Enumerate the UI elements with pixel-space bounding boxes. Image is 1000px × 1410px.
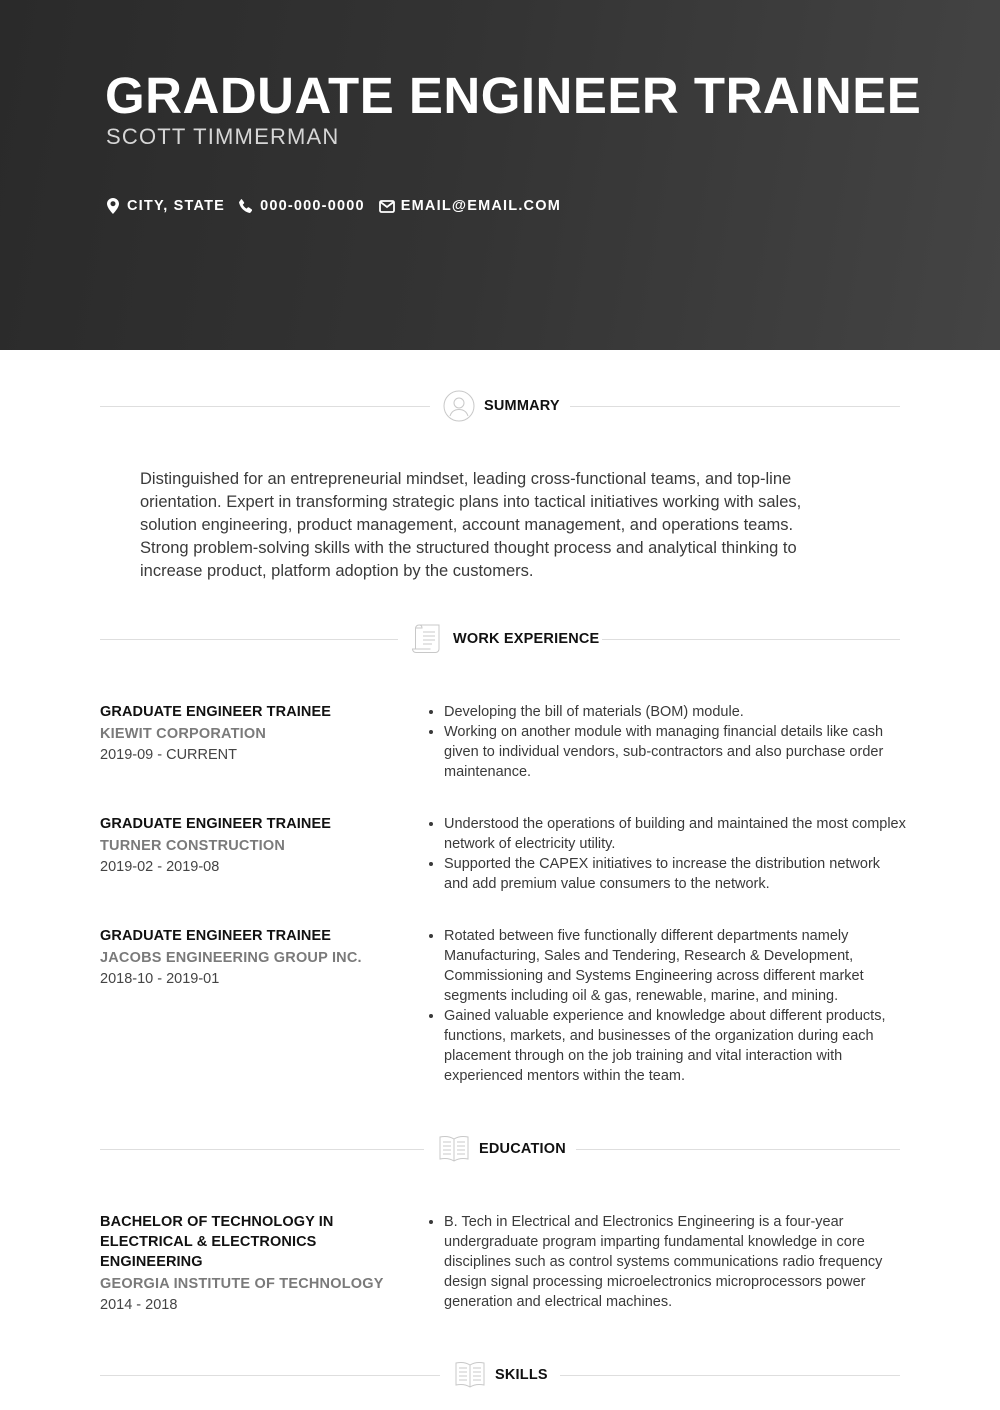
bullet-item: • Rotated between five functionally different departments namely Manufacturing, Sales and Tendering, Research & Development, Commissioning and Systems Engineering across different market segments including oil & gas, renewable, marine, and mining. <box>444 926 908 1006</box>
phone-text: 000-000-0000 <box>260 198 365 214</box>
bullet-item: • Developing the bill of materials (BOM) module. <box>444 702 908 722</box>
entry-dates: 2018-10 - 2019-01 <box>100 971 220 987</box>
entry-dates: 2019-09 - CURRENT <box>100 747 237 763</box>
bullet-item: • B. Tech in Electrical and Electronics Engineering is a four-year undergraduate program imparting fundamental knowledge in core disciplines such as control systems communications radio frequency design signal processing microelectronics microprocessors power generation and electrical machines. <box>444 1212 908 1312</box>
divider <box>100 406 430 407</box>
entry-bullets <box>426 926 908 1086</box>
book-icon <box>438 1134 470 1164</box>
entry-title: GRADUATE ENGINEER TRAINEE <box>100 928 332 944</box>
person-name: SCOTT TIMMERMAN <box>106 124 340 149</box>
section-work-experience <box>100 619 900 659</box>
entry-dates: 2014 - 2018 <box>100 1297 178 1313</box>
job-title: GRADUATE ENGINEER TRAINEE <box>105 67 922 124</box>
bullet-item: • Understood the operations of building and maintained the most complex network of electricity utility. <box>444 814 908 854</box>
contact-phone <box>239 198 365 214</box>
envelope-icon <box>379 200 395 213</box>
divider <box>560 1375 900 1376</box>
divider <box>576 1149 900 1150</box>
resume-header <box>0 0 1000 350</box>
contact-location <box>107 198 225 214</box>
entry-school: GEORGIA INSTITUTE OF TECHNOLOGY <box>100 1276 384 1292</box>
bullet-item: • Working on another module with managing financial details like cash given to individual vendors, sub-contractors and also purchase order maintenance. <box>444 722 908 782</box>
entry-bullets <box>426 1212 908 1312</box>
section-label: SKILLS <box>495 1367 548 1383</box>
section-skills <box>100 1355 900 1395</box>
section-label: WORK EXPERIENCE <box>453 631 600 647</box>
divider <box>570 406 900 407</box>
section-label: SUMMARY <box>484 398 560 414</box>
email-text: EMAIL@EMAIL.COM <box>400 198 561 214</box>
section-education <box>100 1129 900 1169</box>
map-pin-icon <box>107 198 119 214</box>
entry-degree: BACHELOR OF TECHNOLOGY IN ELECTRICAL & ELECTRONICS ENGINEERING <box>100 1214 334 1270</box>
entry-bullets <box>426 814 908 894</box>
section-summary <box>100 386 900 426</box>
divider <box>602 639 900 640</box>
entry-company: TURNER CONSTRUCTION <box>100 838 286 854</box>
section-label: EDUCATION <box>479 1141 566 1157</box>
summary-text: Distinguished for an entrepreneurial mindset, leading cross-functional teams, and top-line orientation. Expert in transforming strategic plans into tactical initiatives working with sales, solution engineering, product management, account management, and operations teams. Strong problem-solving skills with the structured thought process and analytical thinking to increase product, platform adoption by the customers. <box>140 470 802 580</box>
divider <box>100 639 398 640</box>
entry-title: GRADUATE ENGINEER TRAINEE <box>100 704 332 720</box>
entry-bullets <box>426 702 908 782</box>
bullet-item: • Gained valuable experience and knowledge about different products, functions, markets, and businesses of the organization during each placement through on the job training and vital interaction with experienced mentors within the team. <box>444 1006 908 1086</box>
user-icon <box>443 390 475 422</box>
bullet-item: • Supported the CAPEX initiatives to increase the distribution network and add premium value consumers to the network. <box>444 854 908 894</box>
entry-company: KIEWIT CORPORATION <box>100 726 267 742</box>
book-icon <box>454 1360 486 1390</box>
entry-company: JACOBS ENGINEERING GROUP INC. <box>100 950 362 966</box>
phone-icon <box>239 199 252 213</box>
contact-email <box>379 198 561 214</box>
entry-dates: 2019-02 - 2019-08 <box>100 859 220 875</box>
entry-title: GRADUATE ENGINEER TRAINEE <box>100 816 332 832</box>
divider <box>100 1375 440 1376</box>
scroll-icon <box>411 622 443 656</box>
divider <box>100 1149 424 1150</box>
contact-bar <box>107 194 575 218</box>
location-text: CITY, STATE <box>127 198 226 214</box>
